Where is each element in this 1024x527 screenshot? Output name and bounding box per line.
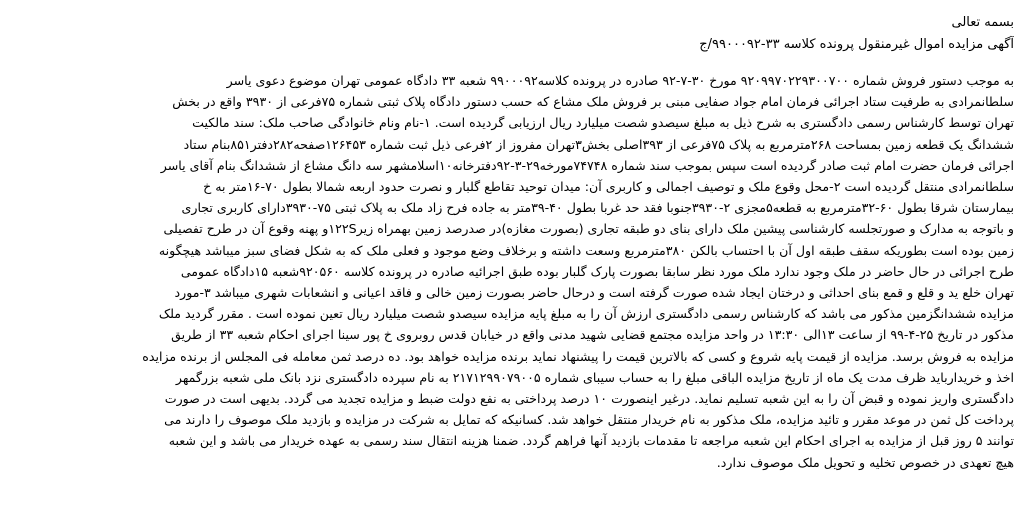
body-line: هیچ تعهدی در خصوص تخلیه و تحویل ملک موصوف ندارد. xyxy=(716,454,1014,470)
body-line: دادگستری واریز نموده و قبض آن را به این شعبه تسلیم نماید. درغیر اینصورت ۱۰ درصد پرداختی به نفع دولت ضبط و مزایده تجدید می گردد. بدیهی است در صورت xyxy=(164,391,1014,407)
body-line: اجرائی فرمان حضرت امام ثبت صادر گردیده است سپس بموجب سند شماره ۷۴۷۴۸مورخه۲۹-۳-۹۲دفترخانه۱۰اسلامشهر سه دانگ مشاع از ششدانگ بنام آقای یاسر xyxy=(160,157,1014,173)
body-line: مزایده به فروش برسد. مزایده از قیمت پایه شروع و کسی که بالاترین قیمت را پیشنهاد نماید برنده مزایده خواهد بود. ده درصد ثمن معامله فی المجلس از برنده مزایده xyxy=(142,348,1014,364)
body-line: اخذ و خریدارباید ظرف مدت یک ماه از تاریخ مزایده الباقی مبلغ را به حساب سیبای شماره ۲۱۷۱۲۹۹۰۷۹۰۰۵ به نام سپرده دادگستری نزد بانک ملی شعبه بزرگمهر xyxy=(175,369,1014,385)
body-line: ششدانگ یک قطعه زمین بمساحت ۲۶۸مترمربع به پلاک ۷۵فرعی از ۳۹۳اصلی بخش۳تهران مفروز از ۲فرعی ذیل ثبت شماره ۱۲۶۴۵۳صفحه۲۸۲دفتر۸۵۱بنام ستاد xyxy=(183,136,1014,152)
body-line: تهران خلع ید و قلع و قمع بنای احداثی و درختان ایجاد شده صورت گرفته است و درحال حاضر بصورت زمین خالی و فاقد اعیانی و انشعابات شهری میباشد ۳-مورد xyxy=(174,285,1014,301)
body-line: توانند ۵ روز قبل از مزایده به اجرای احکام این شعبه مراجعه تا مقدمات بازدید آنها فراهم گردد. ضمنا هزینه انتقال سند رسمی به عهده خریدار می باشد و این شعبه xyxy=(168,433,1014,449)
body-line: مزایده ششدانگزمین مذکور می باشد که کارشناس رسمی دادگستری ارزش آن را به مبلغ پایه مزایده سیصدو شصت میلیارد ریال تعین نموده است . مقرر گردید ملک xyxy=(158,306,1014,322)
body-line: طرح اجرائی در حال حاضر در ملک وجود ندارد ملک مورد نظر سابقا بصورت پارک گلبار بوده طبق اجرائیه صادره در پرونده کلاسه ۹۲۰۵۶۰شعبه ۱۵دادگاه عمومی xyxy=(180,263,1014,279)
body-line: مذکور در تاریخ ۲۵-۴-۹۹ از ساعت ۱۳الی ۱۳:۳۰ در واحد مزایده مجتمع قضایی شهید مدنی واقع در خیابان قدس روبروی خ پور سینا اجرای احکام شعبه ۳۳ از طریق xyxy=(171,327,1014,343)
body-line: تهران توسط کارشناس رسمی دادگستری به شرح ذیل به مبلغ سیصدو شصت میلیارد ریال ارزیابی گردیده است. ۱-نام ونام خانوادگی صاحب ملک: سند مالکیت xyxy=(192,115,1014,131)
body-line: زمین بوده است بطوریکه سقف طبقه اول آن با احتساب بالکن ۳۸۰مترمربع وسعت داشته و برخلاف وضع موجود و فعلی ملک که به شکل فضای سبز میباشد هیچگونه xyxy=(158,242,1014,258)
document-title: آگهی مزایده اموال غیرمنقول پرونده کلاسه ۳۳-۹۹۰۰۰۹۲/ج xyxy=(699,37,1014,52)
body-line: بیمارستان شرقا بطول ۶۰-۳۲مترمربع به قطعه۵مجزی ۲-۳۹۳۰جنوبا فقد حد غربا بطول ۴۰-۳۹متر به جاده فرح زاد ملک به پلاک ثبتی ۷۵-۳۹۳۰دارای کاربری تجاری xyxy=(181,200,1014,216)
body-line: به موجب دستور فروش شماره ۹۲۰۹۹۷۰۲۲۹۳۰۰۷۰۰ مورخ ۳۰-۷-۹۲ صادره در پرونده کلاسه۹۹۰۰۰۹۲ شعبه ۳۳ دادگاه عمومی تهران موضوع دعوی یاسر xyxy=(226,73,1014,88)
body-line: سلطانمرادی به طرفیت ستاد اجرائی فرمان امام جواد صفایی مبنی بر فروش ملک مشاع که حسب دستور دادگاه پلاک ثبتی شماره ۷۵فرعی از ۳۹۳۰ واقع در بخش xyxy=(172,94,1014,110)
body-line: و باتوجه به مدارک و صورتجلسه کارشناسی پیشین ملک دارای بنای دو طبقه تجاری (بصورت مغازه)در صدرصد زمین بهمراه زیر۱۲۲Sو پهنه وقوع آن در طرح تفصیلی xyxy=(163,221,1014,237)
document-heading: بسمه تعالی xyxy=(951,15,1014,30)
body-line: سلطانمرادی منتقل گردیده است ۲-محل وقوع ملک و توصیف اجمالی و کاربری آن: میدان توحید تقاطع گلبار و نصرت حدود اربعه شمالا بطول ۷۰-۱۶متر به خ xyxy=(203,179,1014,195)
notice-body xyxy=(12,70,1014,473)
body-line: پرداخت کل ثمن در موعد مقرر و تائید مزایده، ملک مذکور به نام خریدار منتقل خواهد شد. کسانیکه که تمایل به شرکت در مزایده و بازدید ملک موصوف را دارند می xyxy=(164,412,1014,428)
